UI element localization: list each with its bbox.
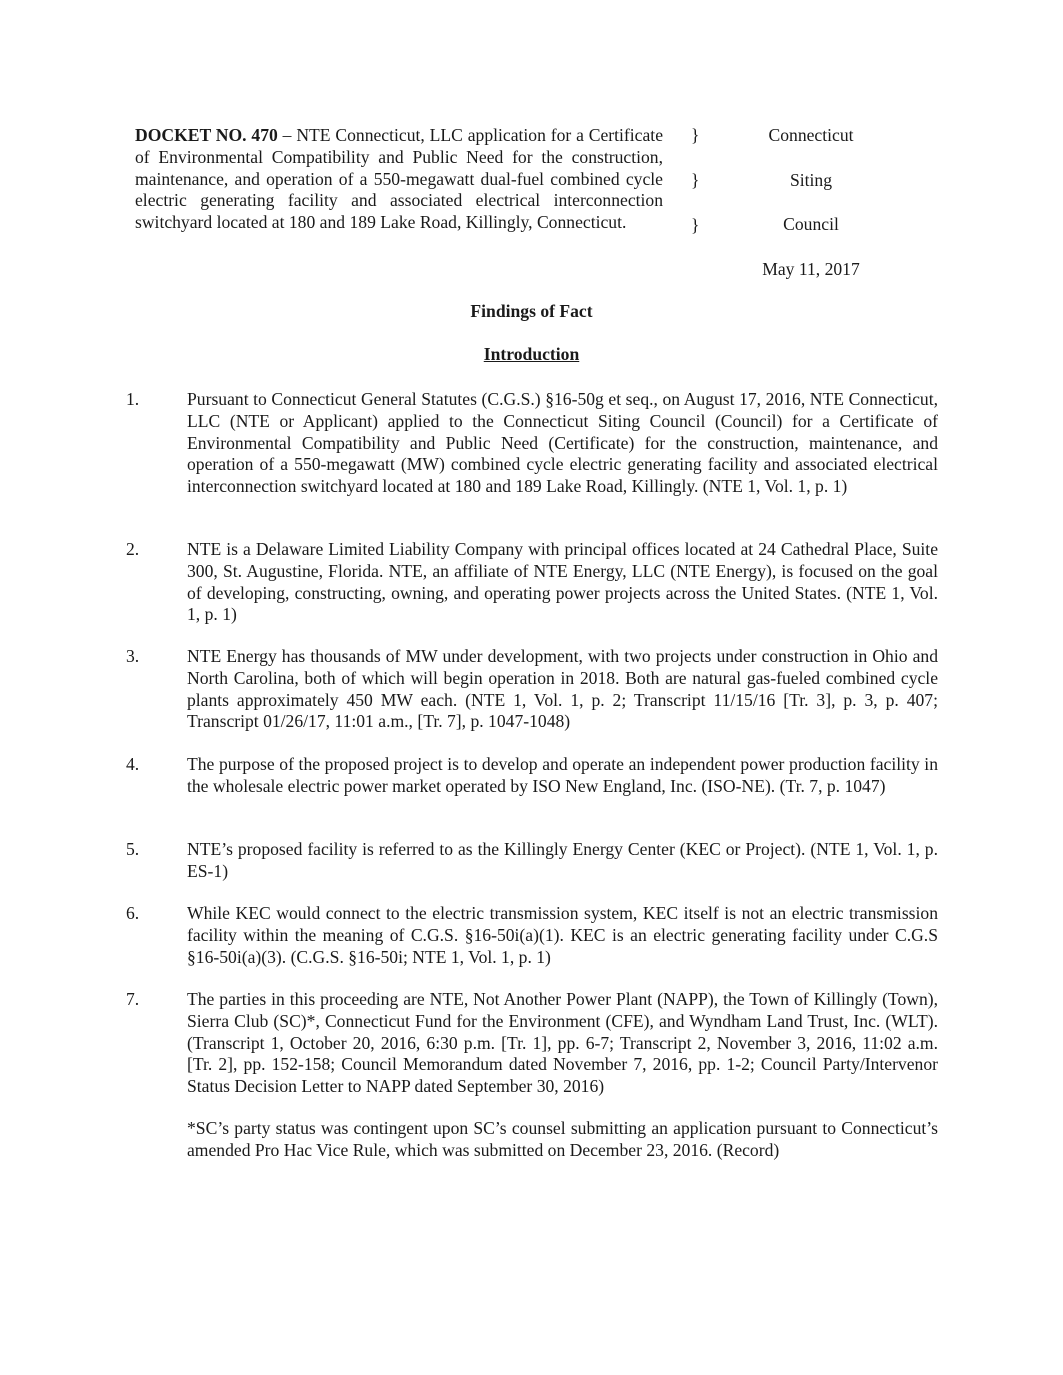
section-heading: Introduction xyxy=(483,344,580,364)
docket-caption xyxy=(135,125,663,234)
finding-number: 2. xyxy=(126,539,140,559)
finding-text: While KEC would connect to the electric transmission system, KEC itself is not an electric transmission facility within the meaning of C.G.S. §16-50i(a)(1). KEC is an electric generating facility under C.G.S §16-50i(a)(3). (C.G.S. §16-50i; NTE 1, Vol. 1, p. 1) xyxy=(187,903,938,967)
docket-description: – NTE Connecticut, LLC application for a Certificate of Environmental Compatibility and Public Need for the construction, maintenance, and operation of a 550-megawatt dual-fuel combined cycle electric generating facility and associated electrical interconnection switchyard located at 180 and 189 Lake Road, Killingly, Connecticut. xyxy=(135,125,663,233)
finding-text: Pursuant to Connecticut General Statutes (C.G.S.) §16-50g et seq., on August 17, 2016, NTE Connecticut, LLC (NTE or Applicant) applied to the Connecticut Siting Council (Council) for a Certificate of Environmental Compatibility and Public Need (Certificate) for the construction, maintenance, and operation of a 550-megawatt (MW) combined cycle electric generating facility and associated electrical interconnection switchyard located at 180 and 189 Lake Road, Killingly. (NTE 1, Vol. 1, p. 1) xyxy=(187,389,938,497)
finding-text: NTE’s proposed facility is referred to as the Killingly Energy Center (KEC or Project). (NTE 1, Vol. 1, p. ES-1) xyxy=(187,839,938,881)
council-line-siting: Siting xyxy=(789,170,833,190)
brace-3: } xyxy=(691,215,700,235)
finding-text: The purpose of the proposed project is to develop and operate an independent power production facility in the wholesale electric power market operated by ISO New England, Inc. (ISO-NE). (Tr. 7, p. 1047) xyxy=(187,754,938,796)
council-line-connecticut: Connecticut xyxy=(768,125,854,145)
finding-number: 3. xyxy=(126,646,140,666)
section-heading-wrap xyxy=(0,344,1063,366)
finding-number: 7. xyxy=(126,989,140,1009)
party-status-footnote: *SC’s party status was contingent upon SC’s counsel submitting an application pursuant to Connecticut’s amended Pro Hac Vice Rule, which was submitted on December 23, 2016. (Record) xyxy=(187,1118,938,1160)
finding-number: 1. xyxy=(126,389,140,409)
finding-text: NTE Energy has thousands of MW under development, with two projects under construction in Ohio and North Carolina, both of which will begin operation in 2018. Both are natural gas-fueled combined cycle plants approximately 450 MW each. (NTE 1, Vol. 1, p. 2; Transcript 11/15/16 [Tr. 3], p. 3, p. 407; Transcript 01/26/17, 11:01 a.m., [Tr. 7], p. 1047-1048) xyxy=(187,646,938,732)
council-line-council: Council xyxy=(783,214,839,234)
finding-number: 4. xyxy=(126,754,140,774)
finding-text: The parties in this proceeding are NTE, Not Another Power Plant (NAPP), the Town of Killingly (Town), Sierra Club (SC)*, Connecticut Fund for the Environment (CFE), and Wyndham Land Trust, Inc. (WLT). (Transcript 1, October 20, 2016, 6:30 p.m. [Tr. 1], pp. 6-7; Transcript 2, November 3, 2016, 11:02 a.m. [Tr. 2], pp. 152-158; Council Memorandum dated November 7, 2016, pp. 1-2; Council Party/Intervenor Status Decision Letter to NAPP dated September 30, 2016) xyxy=(187,989,938,1097)
brace-1: } xyxy=(691,125,700,145)
brace-2: } xyxy=(691,170,700,190)
document-title: Findings of Fact xyxy=(470,301,593,321)
docket-number: DOCKET NO. 470 xyxy=(135,125,278,145)
finding-number: 5. xyxy=(126,839,140,859)
finding-text: NTE is a Delaware Limited Liability Company with principal offices located at 24 Cathedral Place, Suite 300, St. Augustine, Florida. NTE, an affiliate of NTE Energy, LLC (NTE Energy), is focused on the goal of developing, constructing, owning, and operating power projects across the United States. (NTE 1, Vol. 1, p. 1) xyxy=(187,539,938,625)
decision-date: May 11, 2017 xyxy=(762,259,860,279)
finding-number: 6. xyxy=(126,903,140,923)
